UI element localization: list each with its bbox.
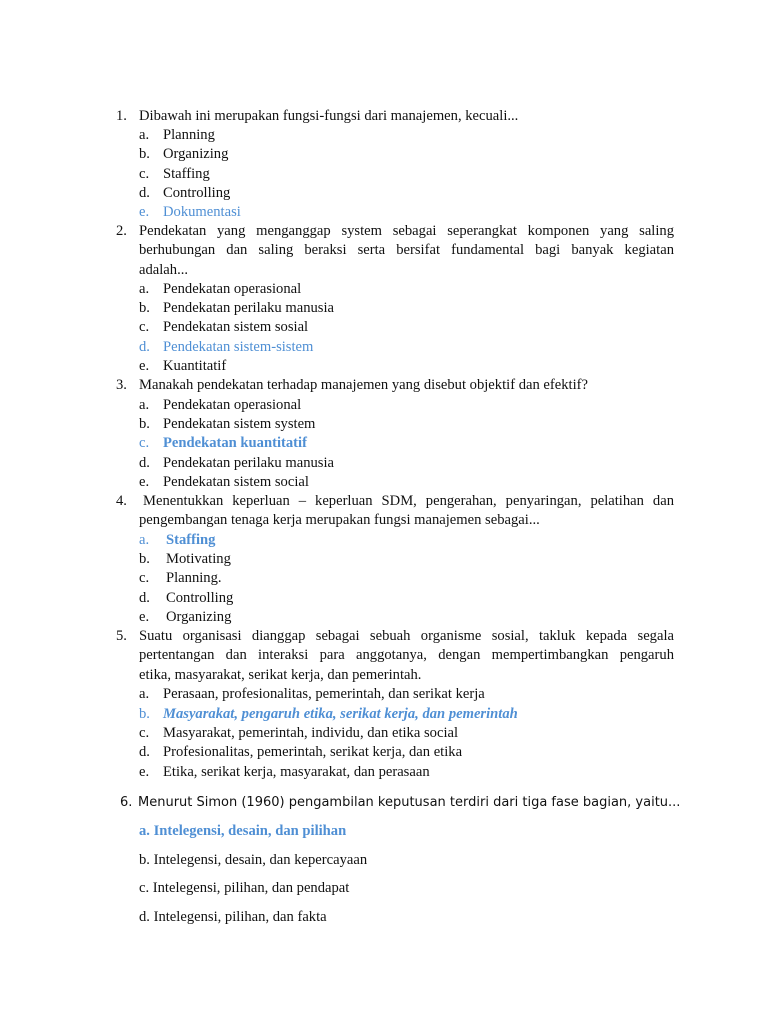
option-c: c. Intelegensi, pilihan, dan pendapat bbox=[139, 880, 350, 896]
question-number: 6. bbox=[120, 795, 133, 810]
option-b: b. Intelegensi, desain, dan kepercayaan bbox=[139, 852, 368, 868]
option-d: d. Controlling bbox=[139, 590, 234, 606]
option-c: c. Masyarakat, pemerintah, individu, dan etika social bbox=[139, 725, 459, 741]
question-text-line-1: Menentukkan keperluan – keperluan SDM, pengerahan, penyaringan, pelatihan dan bbox=[143, 493, 674, 509]
option-b: b. Pendekatan sistem system bbox=[139, 416, 316, 432]
option-d: d. Pendekatan perilaku manusia bbox=[139, 455, 335, 471]
option-e: e. Pendekatan sistem social bbox=[139, 474, 309, 490]
option-e: e. Kuantitatif bbox=[139, 358, 227, 374]
option-e: e. Etika, serikat kerja, masyarakat, dan perasaan bbox=[139, 764, 430, 780]
question-text-line-1: Suatu organisasi dianggap sebagai sebuah organisme sosial, takluk kepada segala bbox=[139, 628, 674, 644]
question-text-line-2: berhubungan dan saling beraksi serta bersifat fundamental bagi banyak kegiatan bbox=[139, 242, 674, 258]
option-c-answer: c. Pendekatan kuantitatif bbox=[139, 435, 307, 451]
option-a-answer: a. Intelegensi, desain, dan pilihan bbox=[139, 823, 347, 839]
option-c: c. Planning. bbox=[139, 570, 222, 586]
option-b: b. Organizing bbox=[139, 146, 229, 162]
option-b-answer: b. Masyarakat, pengaruh etika, serikat kerja, dan pemerintah bbox=[139, 706, 518, 722]
question-number: 1. bbox=[116, 108, 127, 124]
question-text-line-3: etika, masyarakat, serikat kerja, dan pemerintah. bbox=[139, 667, 422, 683]
question-number: 3. bbox=[116, 377, 127, 393]
option-a: a. Pendekatan operasional bbox=[139, 281, 302, 297]
option-a: a. Planning bbox=[139, 127, 215, 143]
question-number: 2. bbox=[116, 223, 127, 239]
option-d: d. Profesionalitas, pemerintah, serikat kerja, dan etika bbox=[139, 744, 463, 760]
question-text: Dibawah ini merupakan fungsi-fungsi dari manajemen, kecuali... bbox=[139, 108, 519, 124]
option-e: e. Organizing bbox=[139, 609, 232, 625]
option-e-answer: e. Dokumentasi bbox=[139, 204, 241, 220]
option-c: c. Staffing bbox=[139, 166, 210, 182]
option-a-answer: a. Staffing bbox=[139, 532, 216, 548]
option-a: a. Perasaan, profesionalitas, pemerintah, dan serikat kerja bbox=[139, 686, 485, 702]
option-a: a. Pendekatan operasional bbox=[139, 397, 302, 413]
option-d: d. Intelegensi, pilihan, dan fakta bbox=[139, 909, 327, 925]
option-d-answer: d. Pendekatan sistem-sistem bbox=[139, 339, 314, 355]
question-text-line-1: Pendekatan yang menganggap system sebagai seperangkat komponen yang saling bbox=[139, 223, 674, 239]
question-number: 4. bbox=[116, 493, 127, 509]
question-text-line-3: adalah... bbox=[139, 262, 189, 278]
option-c: c. Pendekatan sistem sosial bbox=[139, 319, 309, 335]
option-b: b. Motivating bbox=[139, 551, 231, 567]
question-text-line-2: pertentangan dan interaksi para anggotanya, dengan mempertimbangkan pengaruh bbox=[139, 647, 674, 663]
question-text: Manakah pendekatan terhadap manajemen yang disebut objektif dan efektif? bbox=[139, 377, 588, 393]
question-text-line-2: pengembangan tenaga kerja merupakan fungsi manajemen sebagai... bbox=[139, 512, 540, 528]
question-number: 5. bbox=[116, 628, 127, 644]
option-d: d. Controlling bbox=[139, 185, 231, 201]
option-b: b. Pendekatan perilaku manusia bbox=[139, 300, 335, 316]
question-text: Menurut Simon (1960) pengambilan keputusan terdiri dari tiga fase bagian, yaitu... bbox=[138, 795, 681, 810]
